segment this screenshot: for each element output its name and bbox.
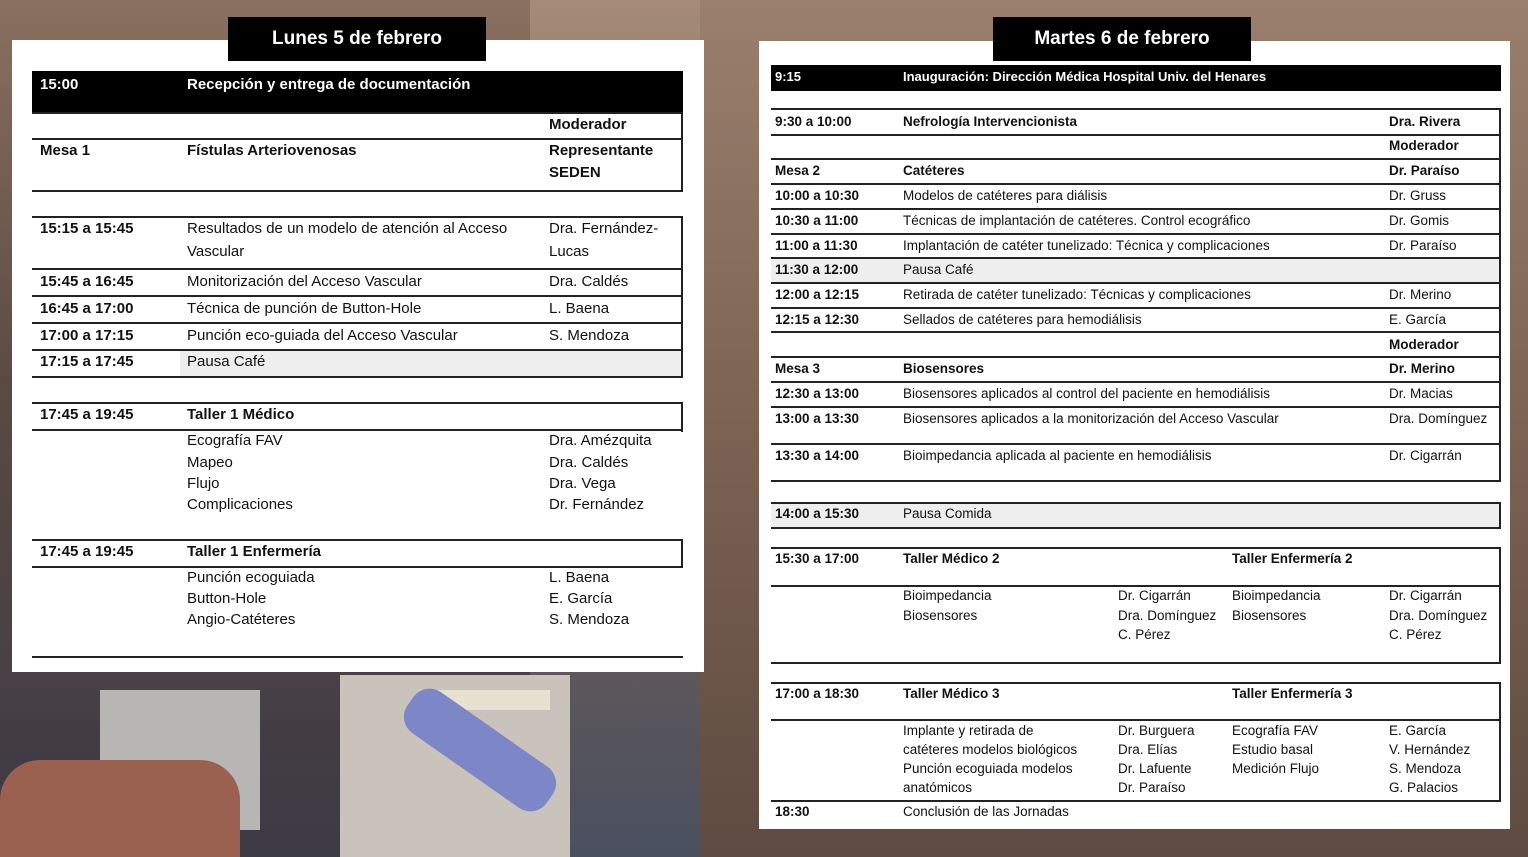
taller-title: Taller Médico 3 xyxy=(903,686,1000,701)
talk-time: 17:15 a 17:45 xyxy=(40,353,134,370)
talk-title-cont: Vascular xyxy=(187,243,245,260)
taller-speaker: E. García xyxy=(1389,723,1447,738)
closing-text: Conclusión de las Jornadas xyxy=(903,804,1069,819)
talk-time: 17:00 a 17:15 xyxy=(40,327,134,344)
taller-speaker: Dr. Burguera xyxy=(1118,723,1195,738)
monday-title: Lunes 5 de febrero xyxy=(228,17,486,61)
taller-item: Bioimpedancia xyxy=(903,588,992,603)
talk-time: 13:30 a 14:00 xyxy=(775,448,860,463)
taller-title: Taller Médico 2 xyxy=(903,551,1000,566)
talk-title: Resultados de un modelo de atención al Acceso xyxy=(187,220,508,237)
talk-speaker: Dr. Gruss xyxy=(1389,188,1447,203)
taller-speaker: C. Pérez xyxy=(1389,627,1442,642)
mesa-topic: Biosensores xyxy=(903,361,985,376)
talk-time: 11:00 a 11:30 xyxy=(775,238,858,253)
taller-time: 15:30 a 17:00 xyxy=(775,551,860,566)
taller-title: Taller 1 Médico xyxy=(187,406,295,423)
opening-time: 9:15 xyxy=(775,69,802,84)
talk-title: Pausa Café xyxy=(903,262,974,277)
taller-item: Ecografía FAV xyxy=(187,432,283,449)
talk-title: Monitorización del Acceso Vascular xyxy=(187,273,422,290)
mesa1-mod2: SEDEN xyxy=(549,164,601,181)
taller-speaker: Dr. Cigarrán xyxy=(1118,588,1191,603)
mesa-moderator: Dr. Merino xyxy=(1389,361,1456,376)
taller-speaker: Dra. Domínguez xyxy=(1389,608,1488,623)
taller-time: 17:45 a 19:45 xyxy=(40,543,134,560)
talk-speaker: Dr. Macias xyxy=(1389,386,1453,401)
moderator-label-text: Moderador xyxy=(1389,138,1459,153)
talk-speaker-cont: Lucas xyxy=(549,243,590,260)
taller-item: Flujo xyxy=(187,475,220,492)
taller-item: Punción ecoguiada modelos xyxy=(903,761,1073,776)
taller-item: Estudio basal xyxy=(1232,742,1314,757)
talk-speaker: Dr. Cigarrán xyxy=(1389,448,1462,463)
taller-item: anatómicos xyxy=(903,780,973,795)
talk-title: Biosensores aplicados a la monitorización del Acceso Vascular xyxy=(903,411,1279,426)
talk-speaker: Dra. Domínguez xyxy=(1389,411,1488,426)
taller-item: Complicaciones xyxy=(187,496,293,513)
talk-speaker: E. García xyxy=(1389,312,1447,327)
taller-speaker: C. Pérez xyxy=(1118,627,1171,642)
talk-speaker: Dr. Gomis xyxy=(1389,213,1450,228)
opening-text: Inauguración: Dirección Médica Hospital Univ. del Henares xyxy=(903,69,1267,84)
taller-speaker: Dr. Cigarrán xyxy=(1389,588,1462,603)
talk-title: Punción eco-guiada del Acceso Vascular xyxy=(187,327,458,344)
taller-item: catéteres modelos biológicos xyxy=(903,742,1078,757)
moderator-label-text: Moderador xyxy=(549,116,627,133)
talk-title: Modelos de catéteres para diálisis xyxy=(903,188,1108,203)
talk-title: Nefrología Intervencionista xyxy=(903,114,1078,129)
taller-speaker: L. Baena xyxy=(549,569,610,586)
taller-speaker: Dra. Amézquita xyxy=(549,432,652,449)
taller-speaker: S. Mendoza xyxy=(1389,761,1462,776)
talk-time: 13:00 a 13:30 xyxy=(775,411,860,426)
taller-title: Taller Enfermería 2 xyxy=(1232,551,1353,566)
taller-item: Biosensores xyxy=(903,608,978,623)
talk-speaker: L. Baena xyxy=(549,300,610,317)
taller-item: Medición Flujo xyxy=(1232,761,1320,776)
mesa-topic: Catéteres xyxy=(903,163,965,178)
taller-speaker: Dr. Lafuente xyxy=(1118,761,1192,776)
taller-speaker: S. Mendoza xyxy=(549,611,630,628)
talk-title: Sellados de catéteres para hemodiálisis xyxy=(903,312,1142,327)
taller-item: Biosensores xyxy=(1232,608,1307,623)
taller-speaker: Dra. Vega xyxy=(549,475,616,492)
taller-speaker: Dra. Domínguez xyxy=(1118,608,1217,623)
opening-text: Recepción y entrega de documentación xyxy=(187,76,471,93)
talk-time: 15:15 a 15:45 xyxy=(40,220,134,237)
talk-title: Implantación de catéter tunelizado: Técnica y complicaciones xyxy=(903,238,1270,253)
talk-time: 12:30 a 13:00 xyxy=(775,386,860,401)
taller-time: 17:00 a 18:30 xyxy=(775,686,860,701)
talk-speaker: S. Mendoza xyxy=(549,327,630,344)
taller-speaker: Dra. Caldés xyxy=(549,454,629,471)
opening-time: 15:00 xyxy=(40,76,79,93)
closing-time: 18:30 xyxy=(775,804,810,819)
taller-speaker: V. Hernández xyxy=(1389,742,1471,757)
mesa1-label: Mesa 1 xyxy=(40,142,91,159)
talk-time: 10:30 a 11:00 xyxy=(775,213,859,228)
mesa1-mod1: Representante xyxy=(549,142,654,159)
taller-item: Ecografía FAV xyxy=(1232,723,1319,738)
tuesday-title: Martes 6 de febrero xyxy=(993,17,1251,61)
mesa-moderator: Dr. Paraíso xyxy=(1389,163,1460,178)
taller-time: 17:45 a 19:45 xyxy=(40,406,134,423)
talk-speaker: Dra. Rivera xyxy=(1389,114,1461,129)
taller-item: Punción ecoguiada xyxy=(187,569,315,586)
talk-title: Pausa Café xyxy=(187,353,266,370)
talk-time: 16:45 a 17:00 xyxy=(40,300,134,317)
talk-title: Bioimpedancia aplicada al paciente en hemodiálisis xyxy=(903,448,1212,463)
talk-title: Retirada de catéter tunelizado: Técnicas y complicaciones xyxy=(903,287,1251,302)
talk-title: Pausa Comida xyxy=(903,506,992,521)
talk-speaker: Dr. Paraíso xyxy=(1389,238,1457,253)
moderator-label-text: Moderador xyxy=(1389,337,1459,352)
taller-item: Bioimpedancia xyxy=(1232,588,1321,603)
talk-time: 12:00 a 12:15 xyxy=(775,287,860,302)
talk-speaker: Dr. Merino xyxy=(1389,287,1452,302)
talk-time: 12:15 a 12:30 xyxy=(775,312,860,327)
talk-time: 14:00 a 15:30 xyxy=(775,506,860,521)
taller-title: Taller Enfermería 3 xyxy=(1232,686,1353,701)
mesa-label: Mesa 2 xyxy=(775,163,821,178)
talk-speaker: Dra. Fernández- xyxy=(549,220,659,237)
taller-speaker: G. Palacios xyxy=(1389,780,1459,795)
taller-item: Button-Hole xyxy=(187,590,267,607)
talk-title: Técnicas de implantación de catéteres. Control ecográfico xyxy=(903,213,1251,228)
mesa1-topic: Fístulas Arteriovenosas xyxy=(187,142,357,159)
taller-item: Mapeo xyxy=(187,454,233,471)
talk-title: Técnica de punción de Button-Hole xyxy=(187,300,422,317)
talk-time: 11:30 a 12:00 xyxy=(775,262,859,277)
talk-time: 10:00 a 10:30 xyxy=(775,188,860,203)
talk-title: Biosensores aplicados al control del paciente en hemodiálisis xyxy=(903,386,1270,401)
mesa-label: Mesa 3 xyxy=(775,361,821,376)
taller-speaker: Dra. Elías xyxy=(1118,742,1178,757)
taller-title: Taller 1 Enfermería xyxy=(187,543,321,560)
taller-speaker: Dr. Fernández xyxy=(549,496,645,513)
taller-speaker: E. García xyxy=(549,590,613,607)
talk-time: 9:30 a 10:00 xyxy=(775,114,852,129)
talk-speaker: Dra. Caldés xyxy=(549,273,629,290)
taller-item: Implante y retirada de xyxy=(903,723,1034,738)
taller-item: Angio-Catéteres xyxy=(187,611,296,628)
taller-speaker: Dr. Paraíso xyxy=(1118,780,1186,795)
talk-time: 15:45 a 16:45 xyxy=(40,273,134,290)
